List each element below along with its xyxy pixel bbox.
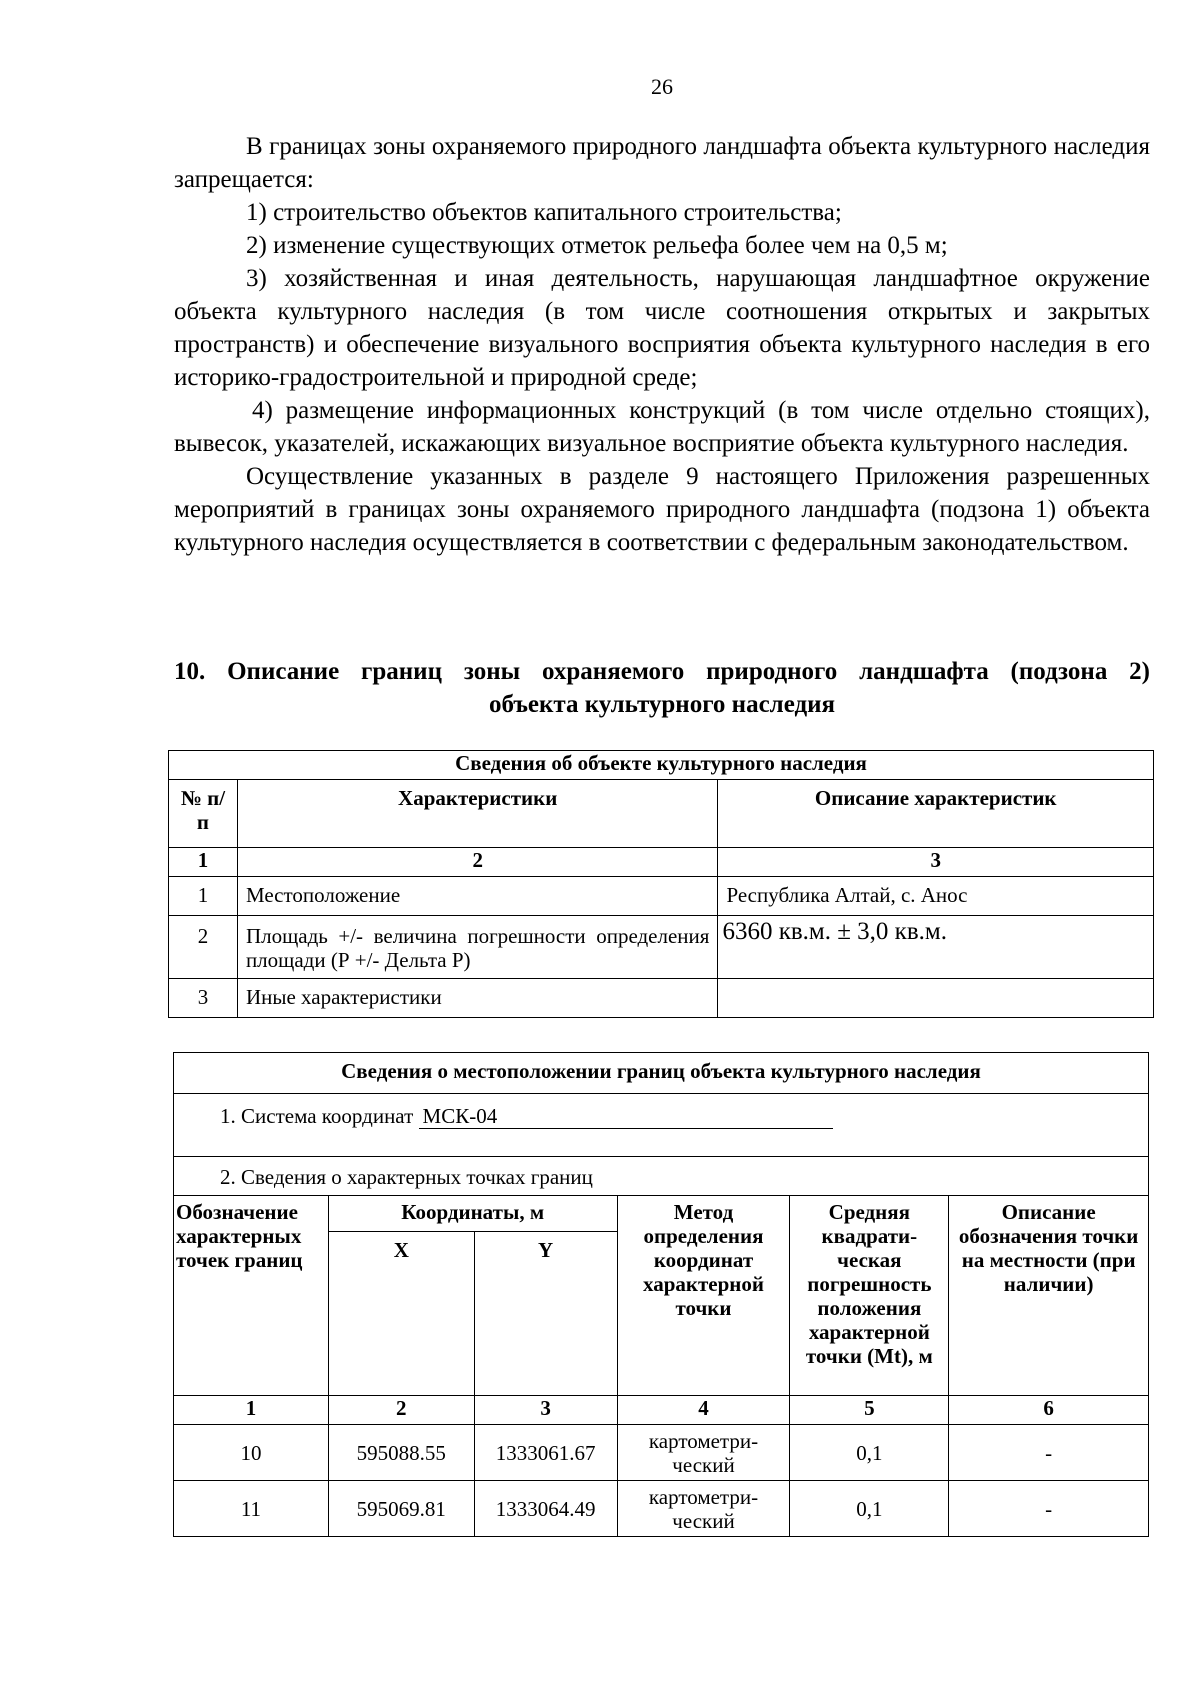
- header-y: Y: [474, 1232, 617, 1396]
- object-info-table: [168, 750, 1154, 1018]
- point-id: 11: [174, 1481, 329, 1537]
- object-table-caption: Сведения об объекте культурного наследия: [169, 751, 1154, 780]
- section-title-line2: объекта культурного наследия: [488, 691, 836, 718]
- header-x: X: [328, 1232, 474, 1396]
- row-number: 1: [169, 877, 238, 916]
- col-number: 2: [237, 848, 718, 877]
- point-mt: 0,1: [790, 1481, 949, 1537]
- section-title-line1: 10. Описание границ зоны охраняемого природного ландшафта (подзона 2): [174, 658, 1150, 685]
- prohibitions-text: [174, 130, 1150, 559]
- point-y: 1333064.49: [474, 1481, 617, 1537]
- table-row: [169, 916, 1154, 979]
- col-number: 2: [328, 1396, 474, 1425]
- point-id: 10: [174, 1425, 329, 1481]
- row-description: 6360 кв.м. ± 3,0 кв.м.: [718, 916, 1154, 979]
- header-error: Средняя квадрати- ческая погрешность положения характерной точки (Mt), м: [790, 1196, 949, 1396]
- table-row: [174, 1481, 1149, 1537]
- paragraph: 4) размещение информационных конструкций (в том числе отдельно стоящих), вывесок, указателей, искажающих визуальное восприятие объекта культурного наследия.: [174, 397, 1150, 457]
- row-characteristic: Иные характеристики: [237, 979, 718, 1018]
- point-mt: 0,1: [790, 1425, 949, 1481]
- row-characteristic: Площадь +/- величина погрешности определения площади (Р +/- Дельта Р): [237, 916, 718, 979]
- point-description: -: [949, 1425, 1149, 1481]
- boundary-points-table: [173, 1052, 1149, 1537]
- paragraph: В границах зоны охраняемого природного ландшафта объекта культурного наследия запрещается:: [174, 133, 1150, 193]
- point-x: 595088.55: [328, 1425, 474, 1481]
- row-number: 2: [169, 916, 238, 979]
- coordinate-system-row: [174, 1094, 1149, 1157]
- col-number: 1: [169, 848, 238, 877]
- points-label: 2. Сведения о характерных точках границ: [174, 1157, 1149, 1196]
- col-number: 5: [790, 1396, 949, 1425]
- header-coordinates: Координаты, м: [328, 1196, 617, 1232]
- col-number: 3: [718, 848, 1154, 877]
- col-header-number: № п/п: [169, 780, 238, 848]
- header-method: Метод определения координат характерной точки: [617, 1196, 790, 1396]
- col-number: 3: [474, 1396, 617, 1425]
- col-number: 6: [949, 1396, 1149, 1425]
- boundary-table-caption: Сведения о местоположении границ объекта культурного наследия: [174, 1053, 1149, 1094]
- paragraph: 1) строительство объектов капитального строительства;: [246, 199, 842, 226]
- table-row: [174, 1425, 1149, 1481]
- page-number: 26: [651, 74, 673, 99]
- section-title: [174, 655, 1150, 721]
- paragraph: 3) хозяйственная и иная деятельность, нарушающая ландшафтное окружение объекта культурного наследия (в том числе соотношения открытых и закрытых пространств) и обеспечение визуального восприятия объекта культурного наследия в его историко-градостроительной и природной среде;: [174, 265, 1150, 391]
- col-number: 4: [617, 1396, 790, 1425]
- header-designation: Обозначение характерных точек границ: [174, 1196, 329, 1396]
- col-number: 1: [174, 1396, 329, 1425]
- row-number: 3: [169, 979, 238, 1018]
- coord-system-label: 1. Система координат: [220, 1104, 414, 1128]
- row-description: Республика Алтай, с. Анос: [718, 877, 1154, 916]
- header-description: Описание обозначения точки на местности (при наличии): [949, 1196, 1149, 1396]
- col-header-description: Описание характеристик: [718, 780, 1154, 848]
- paragraph: Осуществление указанных в разделе 9 настоящего Приложения разрешенных мероприятий в границах зоны охраняемого природного ландшафта (подзона 1) объекта культурного наследия осуществляется в соответствии с федеральным законодательством.: [174, 463, 1150, 556]
- point-description: -: [949, 1481, 1149, 1537]
- coord-system-value: МСК-04: [419, 1104, 833, 1129]
- table-row: [169, 979, 1154, 1018]
- point-y: 1333061.67: [474, 1425, 617, 1481]
- point-method: картометри- ческий: [617, 1425, 790, 1481]
- point-x: 595069.81: [328, 1481, 474, 1537]
- paragraph: 2) изменение существующих отметок рельефа более чем на 0,5 м;: [246, 232, 948, 259]
- table-row: [169, 877, 1154, 916]
- point-method: картометри- ческий: [617, 1481, 790, 1537]
- row-description: [718, 979, 1154, 1018]
- row-characteristic: Местоположение: [237, 877, 718, 916]
- col-header-characteristics: Характеристики: [237, 780, 718, 848]
